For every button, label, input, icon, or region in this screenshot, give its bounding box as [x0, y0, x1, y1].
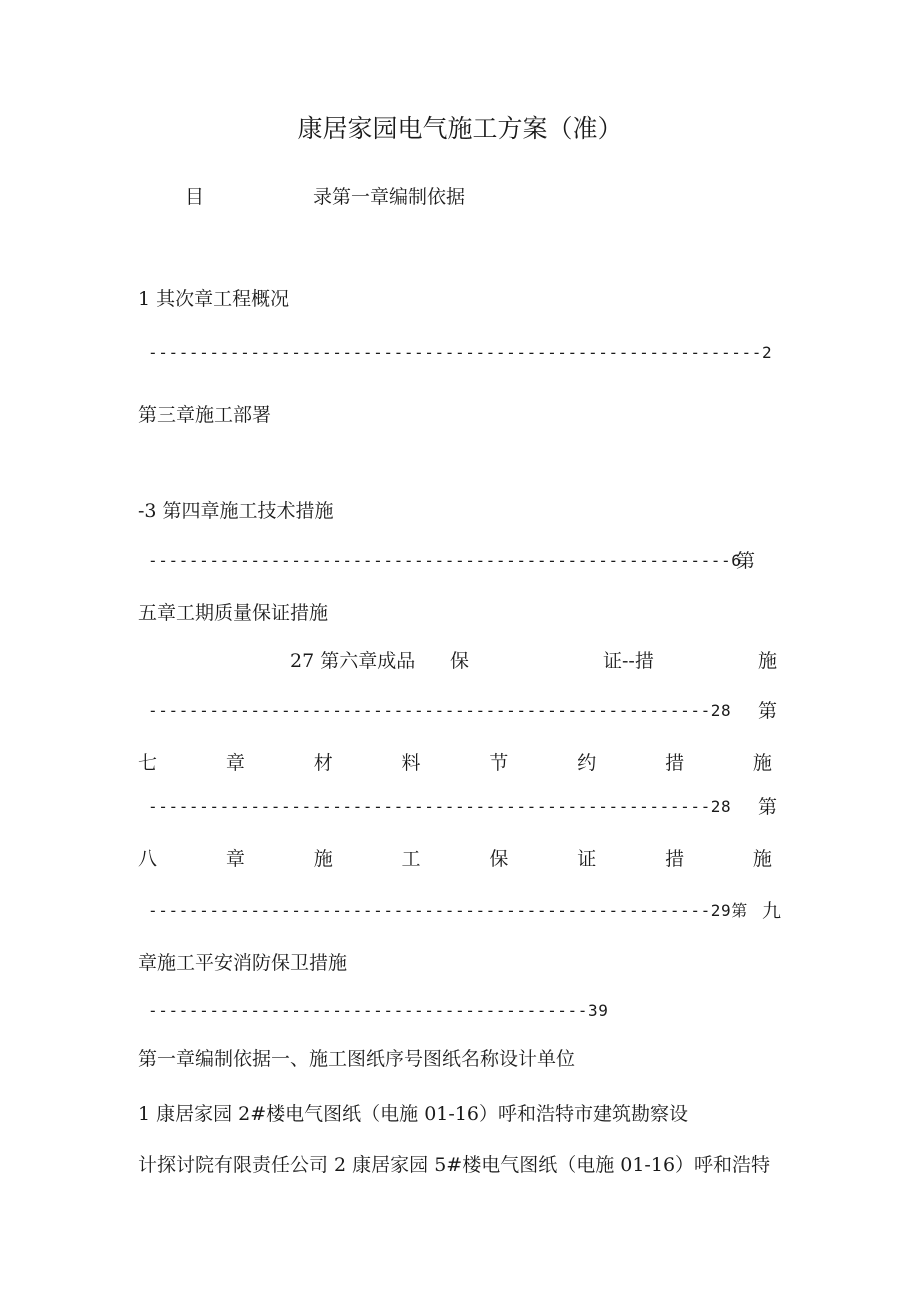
toc-leader-6: ---------------------------------------------------------6: [148, 551, 742, 570]
toc-leader-28a: -------------------------------------------------------28: [148, 701, 732, 720]
toc-chapter-8: [138, 847, 772, 871]
toc-chapter-8-char: 施: [313, 848, 333, 870]
toc-chapter-8-char: 八: [138, 848, 158, 870]
toc-chapter-7: [138, 751, 772, 775]
toc-leader-28a-suffix: 第: [758, 700, 778, 722]
toc-chapter-6-char-2: 证--措: [603, 650, 654, 672]
toc-chapter-4: -3 第四章施工技术措施: [138, 500, 334, 522]
toc-chapter-7-char: 材: [313, 752, 333, 774]
toc-chapter-8-char: 章: [225, 848, 245, 870]
body-paragraph-1: 第一章编制依据一、施工图纸序号图纸名称设计单位: [138, 1048, 576, 1070]
toc-chapter-7-char: 约: [577, 752, 597, 774]
toc-leader-29-suffix: 九: [762, 900, 782, 922]
toc-chapter-7-char: 七: [138, 752, 158, 774]
toc-heading-right: 录第一章编制依据: [313, 186, 466, 208]
toc-leader-28b-suffix: 第: [758, 796, 778, 818]
toc-chapter-3: 第三章施工部署: [138, 404, 272, 426]
toc-chapter-8-char: 措: [665, 848, 685, 870]
toc-chapter-6-char-1: 保: [450, 650, 470, 672]
toc-chapter-8-char: 保: [489, 848, 509, 870]
toc-leader-29: -------------------------------------------------------29第: [148, 901, 748, 920]
toc-chapter-7-char: 施: [752, 752, 772, 774]
toc-chapter-8-char: 工: [401, 848, 421, 870]
toc-leader-28b: -------------------------------------------------------28: [148, 797, 732, 816]
toc-chapter-6-char-3: 施: [758, 650, 778, 672]
toc-leader-2: ------------------------------------------------------------2: [148, 343, 773, 362]
toc-heading-left: 目: [185, 186, 205, 208]
body-paragraph-2: 1 康居家园 2#楼电气图纸（电施 01-16）呼和浩特市建筑勘察设: [138, 1103, 688, 1125]
body-paragraph-3: 计探讨院有限责任公司 2 康居家园 5#楼电气图纸（电施 01-16）呼和浩特: [138, 1154, 771, 1176]
toc-chapter-7-char: 料: [401, 752, 421, 774]
toc-chapter-7-char: 章: [225, 752, 245, 774]
toc-chapter-7-char: 措: [665, 752, 685, 774]
toc-chapter-9: 章施工平安消防保卫措施: [138, 952, 348, 974]
toc-chapter-8-char: 施: [752, 848, 772, 870]
toc-chapter-7-char: 节: [489, 752, 509, 774]
toc-chapter-6-number: 27 第六章成品: [290, 650, 416, 672]
toc-chapter-8-char: 证: [577, 848, 597, 870]
toc-chapter-2: 1 其次章工程概况: [138, 288, 290, 310]
document-title: 康居家园电气施工方案（准）: [297, 114, 623, 143]
toc-chapter-5: 五章工期质量保证措施: [138, 602, 329, 624]
toc-leader-6-suffix: 第: [736, 550, 756, 572]
toc-leader-39: -------------------------------------------39: [148, 1001, 609, 1020]
